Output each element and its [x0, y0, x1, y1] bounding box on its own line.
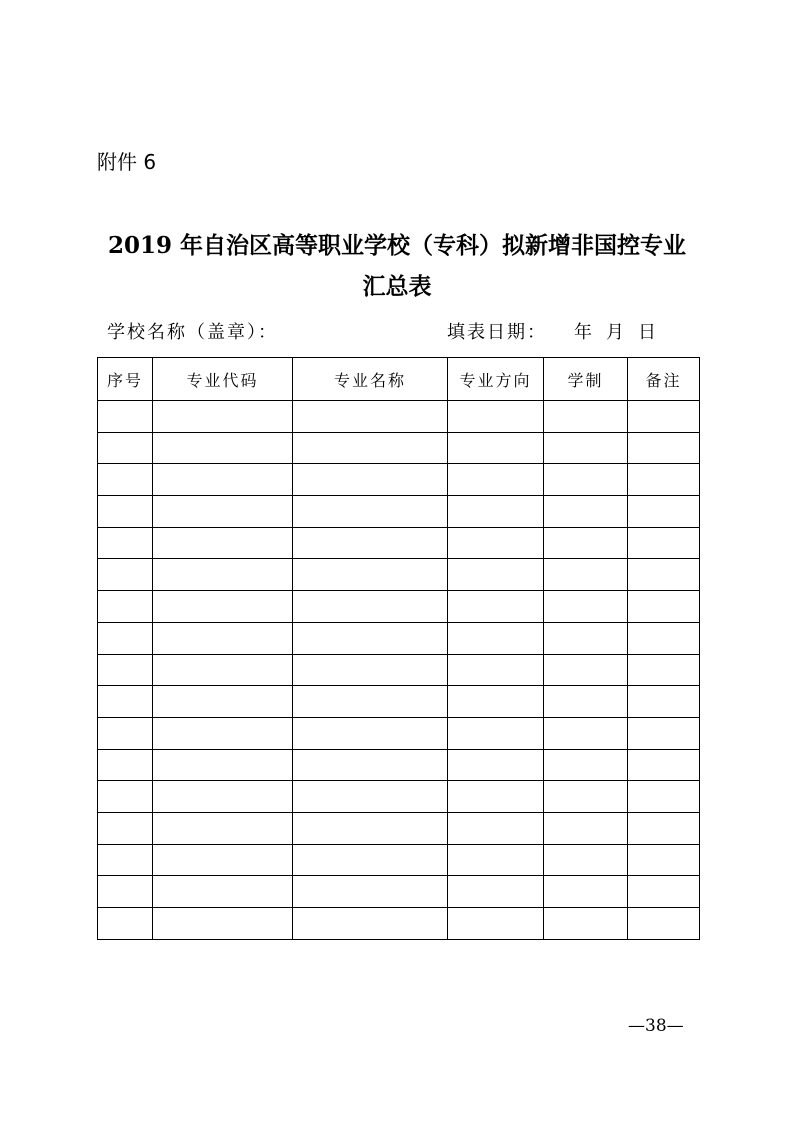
table-cell[interactable] — [628, 654, 700, 686]
document-title-line-2: 汇总表 — [362, 273, 432, 300]
table-cell[interactable] — [98, 464, 153, 496]
school-name-label: 学校名称（盖章）： — [107, 322, 278, 343]
table-row — [98, 908, 700, 940]
table-cell[interactable] — [448, 749, 544, 781]
table-row — [98, 496, 700, 528]
table-cell[interactable] — [153, 496, 293, 528]
page-number: —38— — [628, 1016, 684, 1036]
table-cell[interactable] — [98, 812, 153, 844]
column-header-major-direction: 专业方向 — [448, 358, 544, 401]
table-cell[interactable] — [448, 591, 544, 623]
table-cell[interactable] — [544, 432, 628, 464]
table-cell[interactable] — [98, 781, 153, 813]
table-cell[interactable] — [544, 559, 628, 591]
date-parts — [574, 322, 656, 344]
table-cell[interactable] — [448, 654, 544, 686]
table-cell[interactable] — [448, 876, 544, 908]
table-cell[interactable] — [544, 749, 628, 781]
table-cell[interactable] — [544, 844, 628, 876]
table-cell[interactable] — [153, 559, 293, 591]
table-cell[interactable] — [293, 812, 448, 844]
table-cell[interactable] — [293, 527, 448, 559]
attachment-label: 附件 6 — [97, 150, 157, 174]
table-cell[interactable] — [153, 527, 293, 559]
table-cell[interactable] — [448, 622, 544, 654]
table-cell[interactable] — [293, 876, 448, 908]
table-cell[interactable] — [628, 908, 700, 940]
table-row — [98, 844, 700, 876]
table-cell[interactable] — [544, 654, 628, 686]
table-cell[interactable] — [628, 717, 700, 749]
document-title-line-1: 2019 年自治区高等职业学校（专科）拟新增非国控专业 — [107, 232, 687, 259]
table-cell[interactable] — [98, 717, 153, 749]
table-cell[interactable] — [628, 464, 700, 496]
table-cell[interactable] — [448, 559, 544, 591]
table-row — [98, 749, 700, 781]
table-cell[interactable] — [293, 432, 448, 464]
table-row — [98, 876, 700, 908]
table-cell[interactable] — [628, 781, 700, 813]
table-cell[interactable] — [98, 401, 153, 433]
table-cell[interactable] — [293, 559, 448, 591]
table-cell[interactable] — [448, 401, 544, 433]
table-cell[interactable] — [153, 908, 293, 940]
table-cell[interactable] — [293, 654, 448, 686]
table-row — [98, 527, 700, 559]
table-body — [98, 401, 700, 940]
table-row — [98, 654, 700, 686]
table-cell[interactable] — [293, 401, 448, 433]
table-cell[interactable] — [544, 876, 628, 908]
table-cell[interactable] — [544, 908, 628, 940]
table-row — [98, 432, 700, 464]
table-cell[interactable] — [98, 622, 153, 654]
table-cell[interactable] — [153, 844, 293, 876]
table-cell[interactable] — [448, 812, 544, 844]
table-cell[interactable] — [544, 496, 628, 528]
table-cell[interactable] — [153, 686, 293, 718]
table-cell[interactable] — [293, 464, 448, 496]
table-row — [98, 591, 700, 623]
table-row — [98, 464, 700, 496]
table-cell[interactable] — [628, 844, 700, 876]
table-cell[interactable] — [293, 591, 448, 623]
table-cell[interactable] — [98, 654, 153, 686]
table-cell[interactable] — [448, 527, 544, 559]
fill-date-label: 填表日期： — [447, 322, 547, 343]
table-cell[interactable] — [293, 908, 448, 940]
table-cell[interactable] — [153, 717, 293, 749]
table-row — [98, 559, 700, 591]
table-cell[interactable] — [153, 654, 293, 686]
table-cell[interactable] — [98, 432, 153, 464]
table-cell[interactable] — [153, 781, 293, 813]
table-row — [98, 717, 700, 749]
summary-table — [97, 357, 700, 940]
table-cell[interactable] — [293, 749, 448, 781]
table-cell[interactable] — [98, 844, 153, 876]
table-cell[interactable] — [448, 496, 544, 528]
table-cell[interactable] — [98, 749, 153, 781]
table-cell[interactable] — [544, 591, 628, 623]
table-cell[interactable] — [628, 559, 700, 591]
table-cell[interactable] — [448, 844, 544, 876]
column-header-duration: 学制 — [544, 358, 628, 401]
table-cell[interactable] — [153, 622, 293, 654]
table-row — [98, 622, 700, 654]
table-cell[interactable] — [153, 401, 293, 433]
table-cell[interactable] — [448, 464, 544, 496]
table-cell[interactable] — [628, 749, 700, 781]
table-cell[interactable] — [544, 464, 628, 496]
table-cell[interactable] — [98, 876, 153, 908]
table-cell[interactable] — [98, 496, 153, 528]
table-cell[interactable] — [628, 876, 700, 908]
table-cell[interactable] — [293, 622, 448, 654]
table-cell[interactable] — [628, 686, 700, 718]
table-cell[interactable] — [544, 527, 628, 559]
table-cell[interactable] — [448, 432, 544, 464]
table-cell[interactable] — [448, 686, 544, 718]
table-cell[interactable] — [628, 496, 700, 528]
table-cell[interactable] — [544, 812, 628, 844]
table-cell[interactable] — [628, 622, 700, 654]
table-cell[interactable] — [98, 591, 153, 623]
month-unit: 月 — [606, 322, 624, 343]
table-cell[interactable] — [544, 781, 628, 813]
table-row — [98, 686, 700, 718]
table-row — [98, 781, 700, 813]
table-cell[interactable] — [448, 781, 544, 813]
table-cell[interactable] — [153, 876, 293, 908]
table-cell[interactable] — [293, 781, 448, 813]
year-unit: 年 — [574, 322, 592, 343]
table-cell[interactable] — [628, 527, 700, 559]
table-cell[interactable] — [544, 686, 628, 718]
table-cell[interactable] — [98, 559, 153, 591]
table-row — [98, 812, 700, 844]
table-cell[interactable] — [544, 401, 628, 433]
column-header-index: 序号 — [98, 358, 153, 401]
table-cell[interactable] — [153, 432, 293, 464]
table-cell[interactable] — [628, 401, 700, 433]
table-cell[interactable] — [98, 527, 153, 559]
table-cell[interactable] — [544, 622, 628, 654]
table-cell[interactable] — [448, 717, 544, 749]
table-cell[interactable] — [293, 717, 448, 749]
table-cell[interactable] — [448, 908, 544, 940]
table-row — [98, 401, 700, 433]
table-cell[interactable] — [153, 749, 293, 781]
table-cell[interactable] — [153, 591, 293, 623]
table-cell[interactable] — [628, 591, 700, 623]
table-cell[interactable] — [98, 686, 153, 718]
table-cell[interactable] — [293, 686, 448, 718]
day-unit: 日 — [638, 322, 656, 343]
table-cell[interactable] — [293, 844, 448, 876]
column-header-major-code: 专业代码 — [153, 358, 293, 401]
column-header-major-name: 专业名称 — [293, 358, 448, 401]
table-cell[interactable] — [544, 717, 628, 749]
table-cell[interactable] — [98, 908, 153, 940]
table-cell[interactable] — [628, 432, 700, 464]
table-header-row — [98, 358, 700, 401]
table-cell[interactable] — [153, 464, 293, 496]
column-header-remarks: 备注 — [628, 358, 700, 401]
table-cell[interactable] — [153, 812, 293, 844]
table-cell[interactable] — [628, 812, 700, 844]
table-cell[interactable] — [293, 496, 448, 528]
